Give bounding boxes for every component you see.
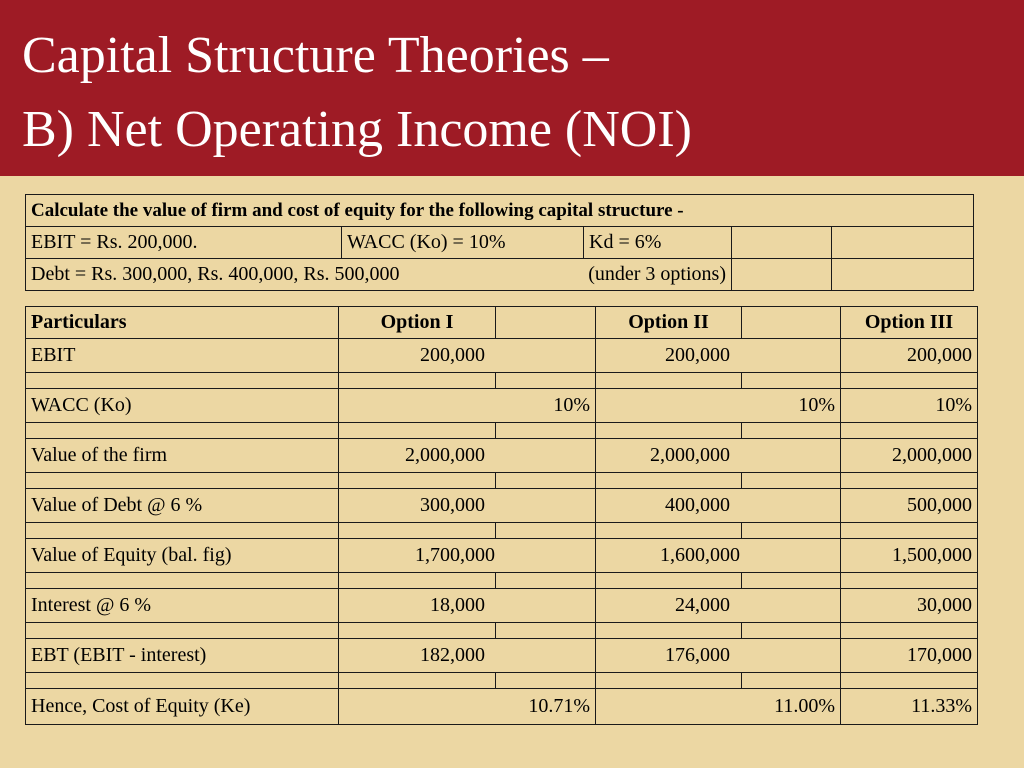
- option-1-value: 300,000: [339, 489, 596, 523]
- table-row: [26, 689, 978, 725]
- option-3-value: 11.33%: [841, 689, 978, 725]
- option-2-value: 2,000,000: [596, 439, 841, 473]
- option-1-value: 10.71%: [339, 689, 596, 725]
- row-label: Value of Equity (bal. fig): [26, 539, 339, 573]
- problem-debt-text: Debt = Rs. 300,000, Rs. 400,000, Rs. 500,000: [31, 263, 400, 285]
- option-1-value: 18,000: [339, 589, 596, 623]
- header-particulars: Particulars: [26, 307, 339, 339]
- spacer-row: [26, 423, 978, 439]
- option-3-value: 200,000: [841, 339, 978, 373]
- spacer-row: [26, 573, 978, 589]
- row-label: EBIT: [26, 339, 339, 373]
- option-3-value: 10%: [841, 389, 978, 423]
- spacer-row: [26, 473, 978, 489]
- slide-title-line-2: B) Net Operating Income (NOI): [22, 101, 692, 158]
- problem-options-note: (under 3 options): [588, 263, 726, 285]
- problem-kd: Kd = 6%: [584, 227, 732, 259]
- empty-cell: [832, 259, 974, 291]
- option-2-value: 200,000: [596, 339, 841, 373]
- table-row: [26, 589, 978, 623]
- empty-cell: [732, 259, 832, 291]
- table-row: [26, 389, 978, 423]
- option-2-value: 1,600,000: [596, 539, 841, 573]
- row-label: EBT (EBIT - interest): [26, 639, 339, 673]
- problem-table: [25, 194, 974, 291]
- table-row: [26, 489, 978, 523]
- option-3-value: 2,000,000: [841, 439, 978, 473]
- row-label: Hence, Cost of Equity (Ke): [26, 689, 339, 725]
- spacer-row: [26, 523, 978, 539]
- problem-debt: [26, 259, 732, 291]
- header-option-3: Option III: [841, 307, 978, 339]
- row-label: Interest @ 6 %: [26, 589, 339, 623]
- row-label: WACC (Ko): [26, 389, 339, 423]
- option-3-value: 30,000: [841, 589, 978, 623]
- option-1-value: 10%: [339, 389, 596, 423]
- spacer-row: [26, 673, 978, 689]
- row-label: Value of the firm: [26, 439, 339, 473]
- title-bar: [0, 0, 1024, 176]
- problem-ebit: EBIT = Rs. 200,000.: [26, 227, 342, 259]
- row-label: Value of Debt @ 6 %: [26, 489, 339, 523]
- option-2-value: 10%: [596, 389, 841, 423]
- header-option-2: Option II: [596, 307, 742, 339]
- option-3-value: 170,000: [841, 639, 978, 673]
- option-3-value: 1,500,000: [841, 539, 978, 573]
- spacer-row: [26, 373, 978, 389]
- table-header-row: [26, 307, 978, 339]
- option-2-value: 11.00%: [596, 689, 841, 725]
- table-row: [26, 639, 978, 673]
- option-2-value: 400,000: [596, 489, 841, 523]
- table-row: [26, 539, 978, 573]
- option-3-value: 500,000: [841, 489, 978, 523]
- option-1-value: 2,000,000: [339, 439, 596, 473]
- solution-table: [25, 306, 978, 725]
- option-1-value: 182,000: [339, 639, 596, 673]
- option-2-value: 176,000: [596, 639, 841, 673]
- header-option-1: Option I: [339, 307, 496, 339]
- option-1-value: 1,700,000: [339, 539, 596, 573]
- slide-title-line-1: Capital Structure Theories –: [22, 27, 609, 84]
- empty-cell: [732, 227, 832, 259]
- empty-cell: [496, 307, 596, 339]
- problem-wacc: WACC (Ko) = 10%: [342, 227, 584, 259]
- empty-cell: [832, 227, 974, 259]
- empty-cell: [742, 307, 841, 339]
- option-2-value: 24,000: [596, 589, 841, 623]
- option-1-value: 200,000: [339, 339, 596, 373]
- problem-heading: Calculate the value of firm and cost of equity for the following capital structure -: [26, 195, 974, 227]
- spacer-row: [26, 623, 978, 639]
- table-row: [26, 339, 978, 373]
- table-row: [26, 439, 978, 473]
